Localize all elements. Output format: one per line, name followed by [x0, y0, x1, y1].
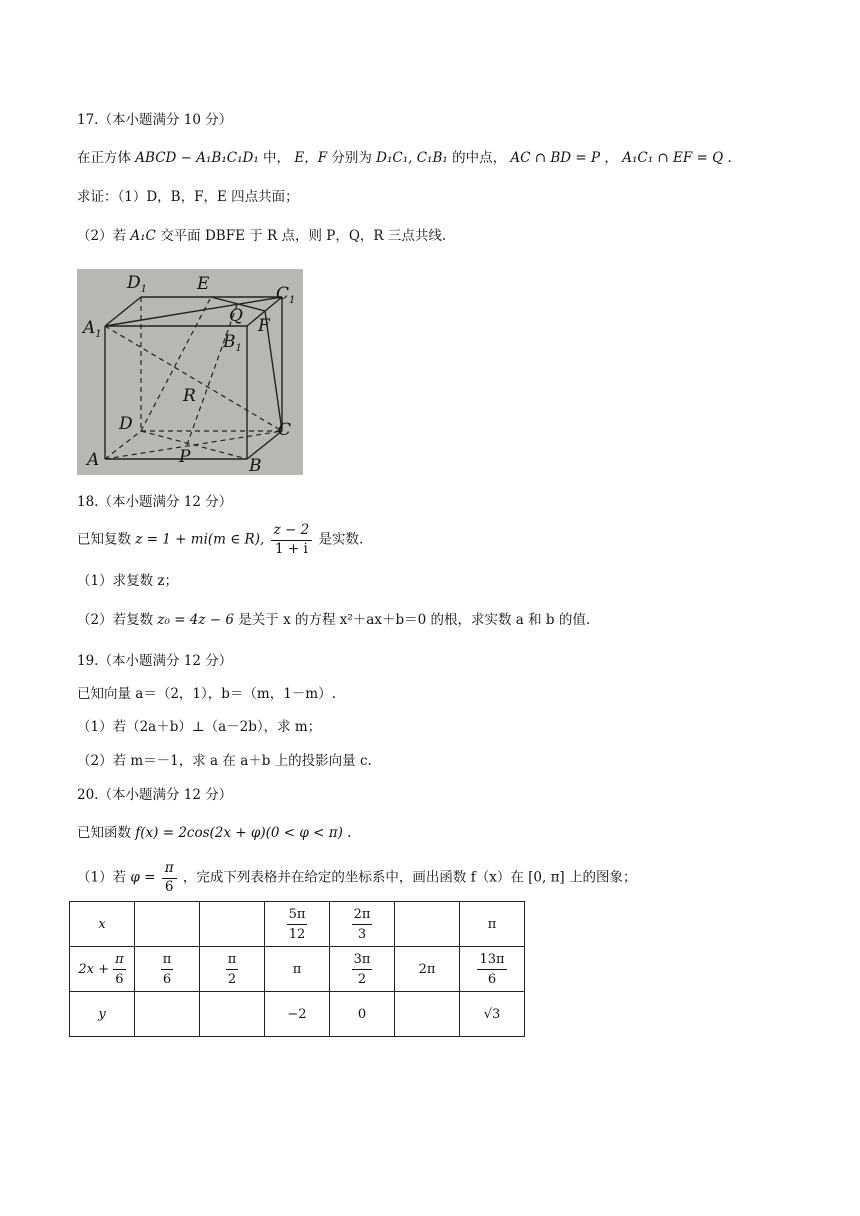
problem-17-part-2 — [77, 230, 446, 244]
label-c1-letter: C — [276, 284, 290, 304]
text: （1）若 — [77, 869, 127, 886]
table-cell — [135, 992, 200, 1037]
table-cell — [135, 947, 200, 992]
problem-17-header: 17.（本小题满分 10 分） — [77, 112, 233, 128]
text: 交平面 DBFE 于 R 点，则 P，Q，R 三点共线. — [160, 228, 447, 244]
condition-p: AC ∩ BD = P — [510, 150, 601, 166]
table-cell — [200, 947, 265, 992]
table-cell — [265, 902, 330, 947]
table-cell — [330, 947, 395, 992]
cell-denominator: 2 — [227, 971, 237, 987]
arg-denominator: 6 — [115, 971, 124, 987]
cell-denominator: 6 — [162, 971, 172, 987]
label-q: Q — [229, 306, 243, 326]
table-cell — [135, 902, 200, 947]
table-row-y — [70, 992, 525, 1037]
label-d1-sub: 1 — [140, 284, 148, 295]
label-f: F — [258, 316, 270, 336]
row-label-x: x — [70, 902, 135, 947]
cell-fraction — [477, 952, 506, 987]
points-ef: E，F — [294, 150, 328, 166]
problem-19-statement: 已知向量 a＝（2，1），b＝（m，1－m）. — [77, 686, 336, 702]
label-a1-sub: 1 — [95, 329, 102, 340]
table-cell — [200, 992, 265, 1037]
cell-numerator: 3π — [352, 952, 373, 970]
label-b1-letter: B — [223, 332, 236, 352]
cell-denominator: 6 — [487, 971, 497, 987]
problem-18-part-1: （1）求复数 z； — [77, 573, 178, 589]
cell-denominator: 2 — [357, 971, 367, 987]
problem-18-header: 18.（本小题满分 12 分） — [77, 494, 233, 510]
cell-numerator: 2π — [352, 907, 373, 925]
segments: D₁C₁, C₁B₁ — [376, 150, 448, 166]
text: 分别为 — [331, 150, 372, 166]
fraction — [271, 524, 313, 556]
label-c1 — [276, 284, 295, 306]
condition-q: A₁C₁ ∩ EF = Q — [622, 150, 724, 166]
segment-d-e — [141, 297, 211, 431]
interval: [0, π] — [528, 869, 565, 886]
problem-17-statement — [77, 152, 732, 166]
table-cell: −2 — [265, 992, 330, 1037]
cube-diagram — [77, 269, 303, 475]
text: 在正方体 — [77, 150, 131, 166]
cell-denominator: 12 — [288, 926, 306, 942]
cell-fraction — [352, 907, 373, 942]
problem-19-part-2: （2）若 m＝－1，求 a 在 a＋b 上的投影向量 c. — [77, 753, 372, 769]
text: （2）若复数 — [77, 612, 154, 628]
separator: ， — [604, 150, 618, 166]
label-p: P — [179, 447, 191, 467]
cell-fraction — [161, 952, 174, 987]
table-cell — [395, 992, 460, 1037]
edge-a-d — [105, 431, 141, 459]
cell-numerator: 5π — [287, 907, 308, 925]
cell-numerator: π — [161, 952, 174, 970]
value-table — [69, 901, 525, 1037]
text: ，完成下列表格并在给定的坐标系中，画出函数 f（x）在 — [182, 869, 524, 886]
problem-19-part-1: （1）若（2a＋b）⊥（a－2b），求 m； — [77, 719, 322, 735]
label-b1 — [222, 332, 242, 354]
label-d1-letter: D — [127, 273, 141, 293]
label-d: D — [119, 414, 133, 434]
table-cell — [200, 902, 265, 947]
label-b: B — [249, 456, 262, 475]
table-cell: π — [460, 902, 525, 947]
table-row-arg — [70, 947, 525, 992]
cell-numerator: 13π — [477, 952, 506, 970]
table-cell: 2π — [395, 947, 460, 992]
text: 是实数. — [318, 531, 364, 548]
cell-fraction — [226, 952, 239, 987]
problem-18-statement — [77, 524, 363, 556]
line-a1c: A₁C — [130, 228, 156, 244]
phi-fraction — [162, 862, 177, 894]
problem-19-header: 19.（本小题满分 12 分） — [77, 653, 233, 669]
arg-fraction — [113, 952, 126, 987]
z0-definition: z₀ = 4z − 6 — [157, 612, 234, 628]
text: 中， — [263, 150, 291, 166]
edge-b-c — [247, 431, 282, 459]
label-a1-letter: A — [83, 318, 96, 338]
cube-name: ABCD − A₁B₁C₁D₁ — [135, 150, 259, 166]
label-d1 — [126, 273, 147, 295]
label-a: A — [87, 450, 100, 470]
problem-18-part-2 — [77, 614, 590, 628]
text: （2）若 — [77, 228, 127, 244]
table-cell — [395, 902, 460, 947]
cell-denominator: 3 — [357, 926, 367, 942]
table-cell — [460, 947, 525, 992]
table-cell — [330, 902, 395, 947]
period: . — [347, 825, 352, 841]
phi-numerator: π — [162, 862, 177, 879]
problem-20-part-1 — [77, 862, 637, 894]
table-cell: π — [265, 947, 330, 992]
table-row-x — [70, 902, 525, 947]
table-cell: √3 — [460, 992, 525, 1037]
label-c: C — [278, 420, 292, 440]
cell-numerator: π — [226, 952, 239, 970]
cell-fraction — [352, 952, 373, 987]
period: . — [727, 150, 732, 166]
label-a1 — [81, 318, 102, 340]
arg-numerator: π — [113, 952, 126, 970]
cell-fraction — [287, 907, 308, 942]
fraction-denominator: 1 + i — [274, 540, 308, 557]
text: 的中点， — [452, 150, 507, 166]
cube-figure — [77, 269, 303, 475]
row-label-y: y — [70, 992, 135, 1037]
text: 已知函数 — [77, 825, 131, 841]
label-c1-sub: 1 — [289, 295, 296, 306]
label-b1-sub: 1 — [235, 343, 242, 354]
function-definition: f(x) = 2cos(2x + φ)(0 < φ < π) — [135, 825, 343, 841]
arg-prefix: 2x + — [78, 961, 109, 977]
row-label-arg — [70, 947, 135, 992]
phi-equals: φ = — [130, 869, 156, 886]
problem-20-header: 20.（本小题满分 12 分） — [77, 787, 233, 803]
phi-denominator: 6 — [164, 878, 174, 895]
z-definition: z = 1 + mi(m ∈ R), — [135, 531, 265, 548]
label-r: R — [183, 386, 196, 406]
text: 上的图象； — [569, 869, 637, 886]
problem-17-part-1: 求证：（1）D，B，F，E 四点共面； — [77, 189, 299, 205]
fraction-numerator: z − 2 — [271, 524, 313, 541]
label-e: E — [197, 274, 210, 294]
table-cell: 0 — [330, 992, 395, 1037]
text: 是关于 x 的方程 x²＋ax＋b＝0 的根，求实数 a 和 b 的值. — [238, 612, 591, 628]
diagonal-a1-c1 — [105, 297, 282, 326]
problem-20-statement — [77, 827, 351, 841]
text: 已知复数 — [77, 531, 131, 548]
